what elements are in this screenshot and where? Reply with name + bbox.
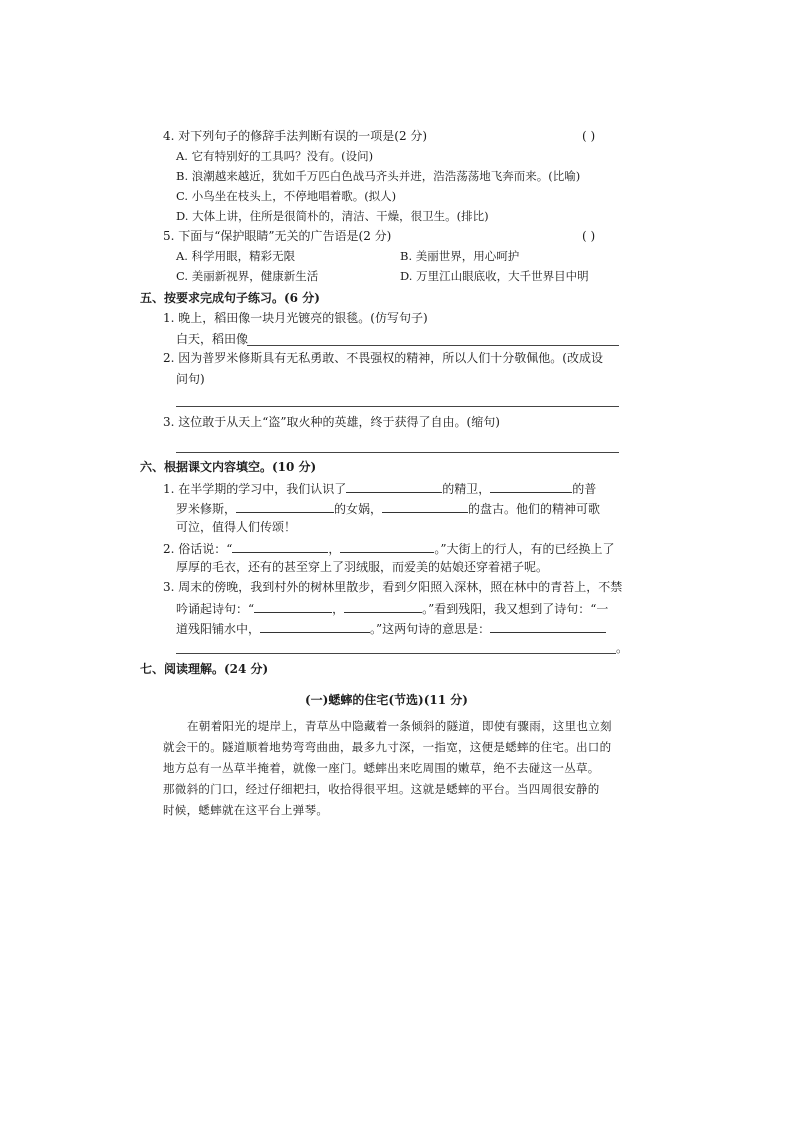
section-6-title: 六、根据课文内容填空。(10 分) [140, 460, 317, 474]
sec6-q2-text-b: ， [328, 542, 341, 556]
sec6-q3-row3 [176, 620, 606, 636]
sec6-q2-row2: 厚厚的毛衣，还有的甚至穿上了羽绒服，而爱美的姑娘还穿着裙子呢。 [176, 560, 549, 574]
q4-option-a: A. 它有特别好的工具吗？没有。(设问) [176, 149, 374, 163]
sec5-q1-answer-line[interactable] [247, 345, 619, 346]
sec5-q1-answer-prefix: 白天，稻田像 [176, 332, 249, 346]
sec6-q3-blank-2[interactable] [344, 600, 422, 613]
sec5-q3: 3. 这位敢于从天上“盗”取火种的英雄，终于获得了自由。(缩句) [163, 415, 500, 429]
sec6-q1-text-d: 罗米修斯， [176, 502, 237, 516]
sec6-q1-blank-4[interactable] [382, 500, 468, 513]
section-5-title: 五、按要求完成句子练习。(6 分) [140, 291, 320, 305]
sec5-q2-line1: 2. 因为普罗米修斯具有无私勇敢、不畏强权的精神，所以人们十分敬佩他。(改成设 [163, 351, 603, 365]
passage-line-4: 那微斜的门口，经过仔细耙扫，收拾得很平坦。这就是蟋蟀的平台。当四周很安静的 [163, 782, 600, 796]
sec6-q3-row2 [176, 600, 608, 616]
sec6-q1-text-a: 1. 在半学期的学习中，我们认识了 [163, 482, 347, 496]
sec6-q3-blank-4[interactable] [490, 620, 606, 633]
sec6-q1-text-f: 的盘古。他们的精神可歌 [468, 502, 601, 516]
sec6-q1-text-e: 的女娲， [334, 502, 383, 516]
sec6-q1-blank-3[interactable] [236, 500, 334, 513]
passage-line-1: 在朝着阳光的堤岸上，青草丛中隐藏着一条倾斜的隧道，即使有骤雨，这里也立刻 [187, 719, 612, 733]
sec5-q2-answer-line[interactable] [176, 406, 619, 407]
sec6-q3-blank-1[interactable] [254, 600, 332, 613]
sec6-q3-text-e: 道残阳铺水中， [176, 622, 261, 636]
sec6-q3-text-d: 。”看到残阳，我又想到了诗句：“一 [422, 602, 609, 616]
passage-line-3: 地方总有一丛草半掩着，就像一座门。蟋蟀出来吃周围的嫩草，绝不去碰这一丛草。 [163, 761, 600, 775]
sec6-q2-blank-2[interactable] [340, 540, 434, 553]
section-7-title: 七、阅读理解。(24 分) [140, 662, 269, 676]
q5-option-d: D. 万里江山眼底收，大千世界目中明 [400, 269, 589, 283]
q4-option-b: B. 浪潮越来越近，犹如千万匹白色战马齐头并进，浩浩荡荡地飞奔而来。(比喻) [176, 169, 581, 183]
q5-option-c: C. 美丽新视界，健康新生活 [176, 269, 319, 283]
sec6-q2-row1 [163, 540, 615, 556]
sec6-q1-blank-1[interactable] [346, 480, 442, 493]
sec6-q2-blank-1[interactable] [232, 540, 328, 553]
sec5-q1: 1. 晚上，稻田像一块月光镀亮的银毯。(仿写句子) [163, 311, 428, 325]
q5-stem: 5. 下面与“保护眼睛”无关的广告语是(2 分) [163, 229, 392, 243]
sec5-q2-line2: 问句) [176, 372, 205, 386]
sec6-q3-row1: 3. 周末的傍晚，我到村外的树林里散步，看到夕阳照入深林，照在林中的青苔上，不禁 [163, 580, 623, 594]
sec6-q3-text-b: 吟诵起诗句：“ [176, 602, 255, 616]
q4-option-c: C. 小鸟坐在枝头上，不停地唱着歌。(拟人) [176, 189, 397, 203]
sec6-q1-row1 [163, 480, 596, 496]
q4-answer-paren[interactable]: ( ) [582, 129, 596, 143]
q5-answer-paren[interactable]: ( ) [582, 229, 596, 243]
sec6-q3-end-mark: 。 [616, 641, 629, 655]
q4-option-d: D. 大体上讲，住所是很简朴的，清洁、干燥，很卫生。(排比) [176, 209, 489, 223]
sec6-q2-text-a: 2. 俗话说：“ [163, 542, 233, 556]
passage-line-2: 就会干的。隧道顺着地势弯弯曲曲，最多九寸深，一指宽，这便是蟋蟀的住宅。出口的 [163, 740, 612, 754]
sec6-q2-text-c: 。”大街上的行人，有的已经换上了 [434, 542, 615, 556]
q5-option-b: B. 美丽世界，用心呵护 [400, 249, 520, 263]
sec6-q3-text-c: ， [332, 602, 345, 616]
passage-title: (一)蟋蟀的住宅(节选)(11 分) [305, 693, 468, 707]
sec6-q1-text-b: 的精卫， [442, 482, 491, 496]
sec6-q1-row2 [176, 500, 600, 516]
sec6-q1-text-c: 的普 [572, 482, 597, 496]
sec6-q3-answer-line[interactable] [176, 653, 616, 654]
q4-stem: 4. 对下列句子的修辞手法判断有误的一项是(2 分) [163, 129, 428, 143]
sec5-q3-answer-line[interactable] [176, 452, 619, 453]
q5-option-a: A. 科学用眼，精彩无限 [176, 249, 296, 263]
sec6-q1-blank-2[interactable] [490, 480, 572, 493]
sec6-q3-blank-3[interactable] [260, 620, 370, 633]
sec6-q3-text-f: 。”这两句诗的意思是： [370, 622, 491, 636]
passage-line-5: 时候，蟋蟀就在这平台上弹琴。 [163, 803, 329, 817]
sec6-q1-row3: 可泣，值得人们传颂！ [176, 520, 297, 534]
